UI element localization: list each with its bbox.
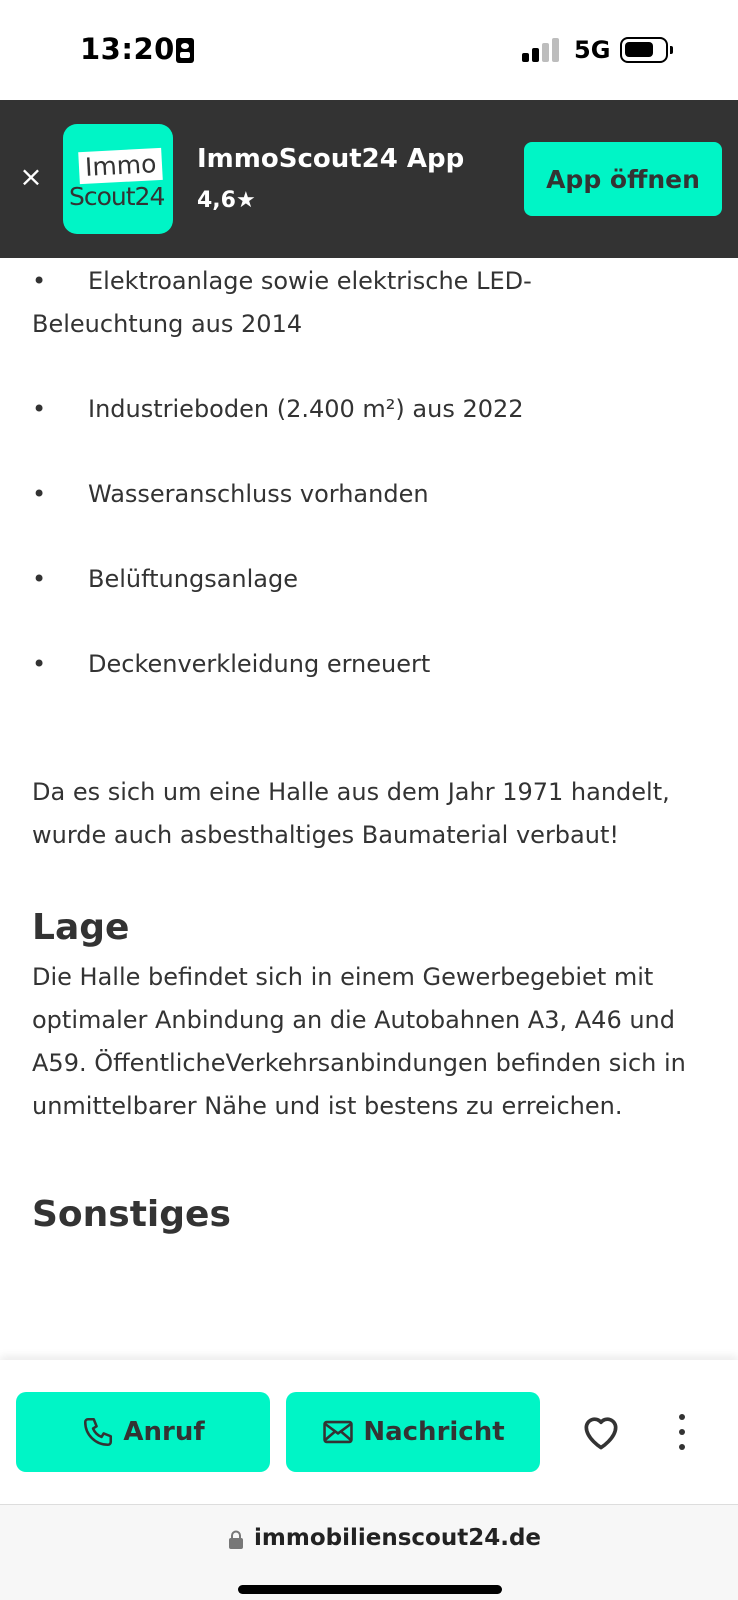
bullet: • xyxy=(32,395,47,423)
heart-icon[interactable] xyxy=(579,1410,623,1454)
battery-icon xyxy=(620,37,668,63)
open-app-button[interactable]: App öffnen xyxy=(524,142,722,216)
bullet: • xyxy=(32,565,47,593)
list-item-text: Wasseranschluss vorhanden xyxy=(88,480,429,508)
list-item-text: Belüftungsanlage xyxy=(88,565,298,593)
phone-icon xyxy=(81,1415,115,1449)
section-heading-lage: Lage xyxy=(32,907,130,948)
network-type: 5G xyxy=(574,36,611,64)
list-item-text: Elektroanlage sowie elektrische LED-Beleuchtung aus 2014 xyxy=(32,267,532,338)
contact-action-bar xyxy=(0,1360,738,1504)
listing-description xyxy=(32,258,712,1240)
immoscout-logo-icon xyxy=(63,124,173,234)
app-rating: 4,6★ xyxy=(197,188,256,213)
bullet: • xyxy=(32,267,47,295)
call-button-label: Anruf xyxy=(123,1417,205,1447)
list-item xyxy=(32,473,712,516)
list-item xyxy=(32,558,712,601)
app-name: ImmoScout24 App xyxy=(197,144,465,174)
app-install-banner xyxy=(0,100,738,258)
list-item xyxy=(32,260,712,346)
status-bar xyxy=(0,0,738,100)
home-indicator xyxy=(238,1585,502,1594)
envelope-icon xyxy=(321,1415,355,1449)
status-time: 13:20 xyxy=(80,32,175,66)
more-options-icon[interactable] xyxy=(670,1410,694,1454)
cellular-signal-icon xyxy=(522,38,562,62)
browser-url-bar xyxy=(0,1504,738,1600)
contact-card-icon xyxy=(176,38,194,63)
asbestos-note: Da es sich um eine Halle aus dem Jahr 1971 handelt, wurde auch asbesthaltiges Baumaterial verbaut! xyxy=(32,778,670,849)
list-item-text: Industrieboden (2.400 m²) aus 2022 xyxy=(88,395,524,423)
close-icon[interactable]: × xyxy=(19,160,43,193)
logo-text-immo: Immo xyxy=(78,148,163,184)
bullet: • xyxy=(32,650,47,678)
list-item xyxy=(32,388,712,431)
lage-text: Die Halle befindet sich in einem Gewerbegebiet mit optimaler Anbindung an die Autobahnen A3, A46 und A59. ÖffentlicheVerkehrsanbindungen befinden sich in unmittelbarer Nähe und ist bestens zu erreichen. xyxy=(32,963,686,1120)
url-text[interactable]: immobilienscout24.de xyxy=(254,1525,542,1551)
section-heading-sonstiges: Sonstiges xyxy=(32,1194,231,1235)
message-button[interactable] xyxy=(286,1392,540,1472)
message-button-label: Nachricht xyxy=(363,1417,505,1447)
logo-text-scout24: Scout24 xyxy=(69,182,165,211)
list-item xyxy=(32,643,712,686)
lock-icon xyxy=(228,1530,244,1550)
list-item-text: Deckenverkleidung erneuert xyxy=(88,650,431,678)
call-button[interactable] xyxy=(16,1392,270,1472)
bullet: • xyxy=(32,480,47,508)
